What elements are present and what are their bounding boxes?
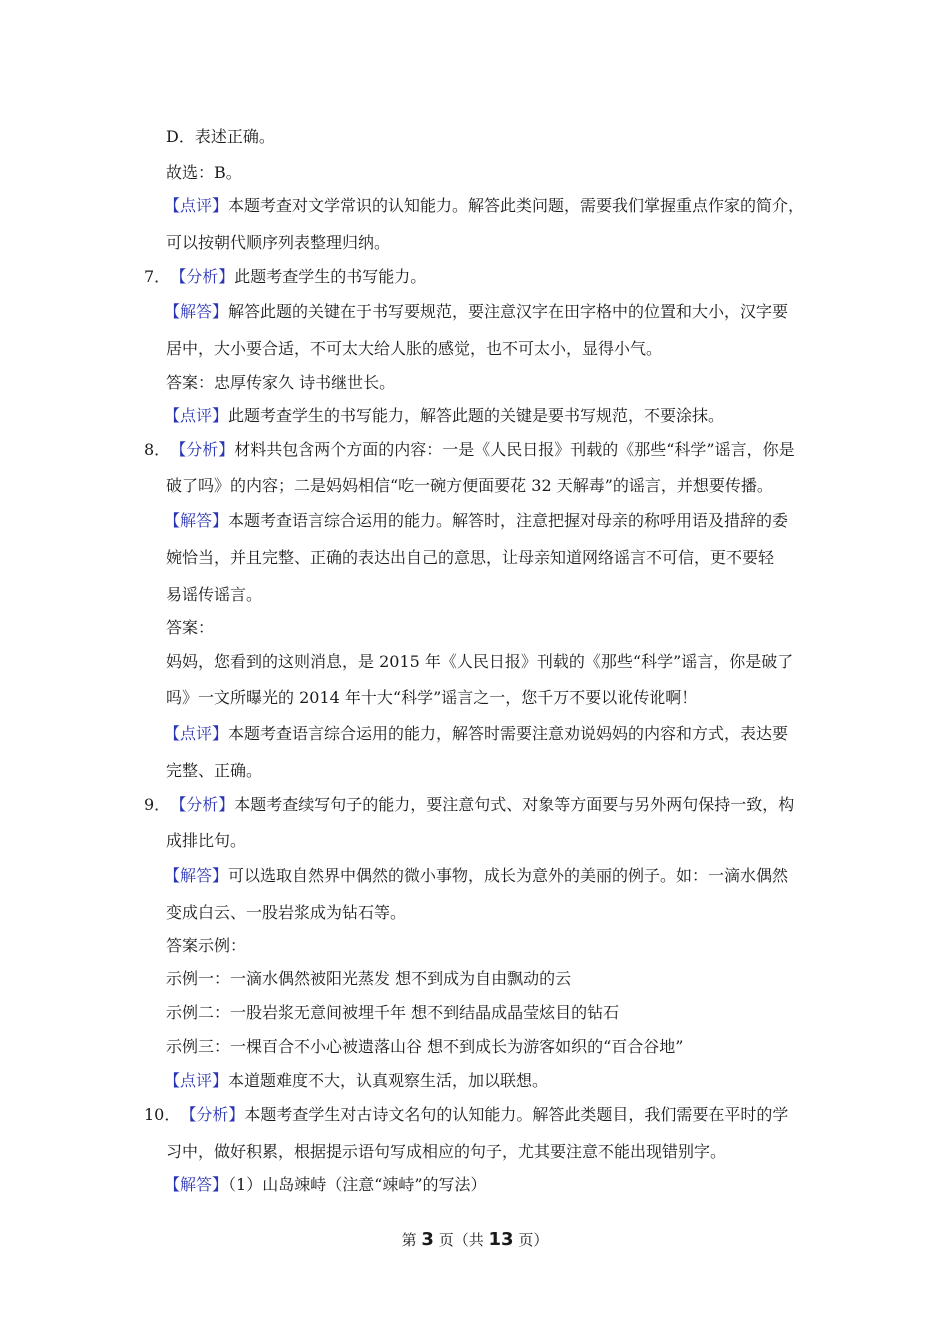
q7-analysis-text: 此题考查学生的书写能力。 <box>234 267 427 286</box>
footer-middle: 页（共 <box>433 1231 489 1249</box>
q9-answer-label: 答案示例： <box>166 936 247 955</box>
analysis-tag: 【分析】 <box>170 795 235 814</box>
q10-solution <box>164 1175 487 1195</box>
q10-analysis <box>144 1105 788 1125</box>
current-page-number: 3 <box>421 1229 434 1250</box>
solution-tag: 【解答】 <box>164 866 229 885</box>
q9-analysis-text: 本题考查续写句子的能力，要注意句式、对象等方面要与另外两句保持一致，构 <box>234 795 795 814</box>
q9-example-3: 示例三：一棵百合不小心被遗落山谷 想不到成长为游客如织的“百合谷地” <box>166 1037 684 1056</box>
footer-prefix: 第 <box>401 1231 422 1249</box>
question-number: 10． <box>144 1105 181 1124</box>
q9-solution <box>164 866 788 886</box>
q9-analysis <box>144 795 794 815</box>
q8-answer-2: 吗》一文所曝光的 2014 年十大“科学”谣言之一，您千万不要以讹传讹啊！ <box>166 688 698 707</box>
q8-review-text: 本题考查语言综合运用的能力，解答时需要注意劝说妈妈的内容和方式，表达要 <box>228 724 789 743</box>
q7-solution-cont: 居中，大小要合适，不可太大给人胀的感觉，也不可太小，显得小气。 <box>166 339 663 358</box>
total-page-number: 13 <box>488 1229 514 1250</box>
q8-analysis-cont: 破了吗》的内容；二是妈妈相信“吃一碗方便面要花 32 天解毒”的谣言，并想要传播。 <box>166 476 773 495</box>
q6-choice: 故选：B。 <box>166 163 242 182</box>
q9-example-1: 示例一：一滴水偶然被阳光蒸发 想不到成为自由飘动的云 <box>166 969 572 988</box>
q9-review-text: 本道题难度不大，认真观察生活，加以联想。 <box>228 1071 549 1090</box>
analysis-tag: 【分析】 <box>180 1105 245 1124</box>
q9-analysis-cont: 成排比句。 <box>166 831 247 850</box>
q8-solution-text: 本题考查语言综合运用的能力。解答时，注意把握对母亲的称呼用语及措辞的委 <box>228 511 789 530</box>
q8-solution-cont-1: 婉恰当，并且完整、正确的表达出自己的意思，让母亲知道网络谣言不可信，更不要轻 <box>166 548 775 567</box>
solution-tag: 【解答】 <box>164 511 229 530</box>
q6-review <box>164 196 804 216</box>
q9-solution-text: 可以选取自然界中偶然的微小事物，成长为意外的美丽的例子。如：一滴水偶然 <box>228 866 789 885</box>
solution-tag: 【解答】 <box>164 302 229 321</box>
q7-review <box>164 406 724 426</box>
q6-review-cont: 可以按朝代顺序列表整理归纳。 <box>166 233 391 252</box>
q8-answer-1: 妈妈，您看到的这则消息，是 2015 年《人民日报》刊载的《那些“科学”谣言，你是破了 <box>166 652 794 671</box>
review-tag: 【点评】 <box>164 724 229 743</box>
q8-analysis-text: 材料共包含两个方面的内容：一是《人民日报》刊载的《那些“科学”谣言，你是 <box>234 440 795 459</box>
page-footer <box>0 1230 950 1250</box>
q8-review-cont: 完整、正确。 <box>166 761 263 780</box>
review-tag: 【点评】 <box>164 196 229 215</box>
q9-review <box>164 1071 548 1091</box>
q10-solution-text: （1）山岛竦峙（注意“竦峙”的写法） <box>228 1175 487 1194</box>
q6-review-text: 本题考查对文学常识的认知能力。解答此类问题，需要我们掌握重点作家的简介， <box>228 196 805 215</box>
q8-answer-label: 答案： <box>166 618 215 637</box>
q9-solution-cont: 变成白云、一股岩浆成为钻石等。 <box>166 903 407 922</box>
review-tag: 【点评】 <box>164 406 229 425</box>
q8-analysis <box>144 440 795 460</box>
q8-solution-cont-2: 易谣传谣言。 <box>166 585 263 604</box>
question-number: 8． <box>144 440 171 459</box>
q6-option-d: D．表述正确。 <box>166 127 275 146</box>
analysis-tag: 【分析】 <box>170 440 235 459</box>
q7-solution-text: 解答此题的关键在于书写要规范，要注意汉字在田字格中的位置和大小，汉字要 <box>228 302 789 321</box>
solution-tag: 【解答】 <box>164 1175 229 1194</box>
analysis-tag: 【分析】 <box>170 267 235 286</box>
q9-example-2: 示例二：一股岩浆无意间被埋千年 想不到结晶成晶莹炫目的钻石 <box>166 1003 620 1022</box>
q7-solution <box>164 302 788 322</box>
q8-solution <box>164 511 788 531</box>
q7-analysis <box>144 267 426 287</box>
review-tag: 【点评】 <box>164 1071 229 1090</box>
q8-review <box>164 724 788 744</box>
question-number: 7． <box>144 267 171 286</box>
question-number: 9． <box>144 795 171 814</box>
q10-analysis-text: 本题考查学生对古诗文名句的认知能力。解答此类题目，我们需要在平时的学 <box>244 1105 789 1124</box>
q10-analysis-cont: 习中，做好积累，根据提示语句写成相应的句子，尤其要注意不能出现错别字。 <box>166 1142 727 1161</box>
q7-answer: 答案：忠厚传家久 诗书继世长。 <box>166 373 396 392</box>
footer-suffix: 页） <box>513 1231 549 1249</box>
q7-review-text: 此题考查学生的书写能力，解答此题的关键是要书写规范，不要涂抹。 <box>228 406 725 425</box>
